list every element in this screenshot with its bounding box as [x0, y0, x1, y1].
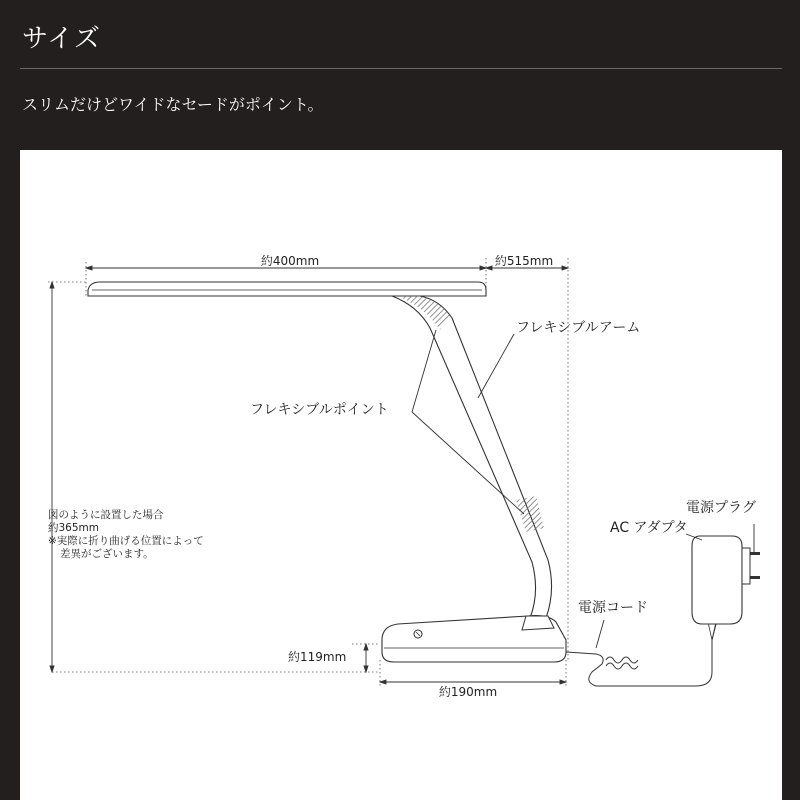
- height-note-line: 図のように設置した場合: [48, 509, 164, 521]
- ac-adapter: [692, 536, 760, 624]
- page-subtitle: スリムだけどワイドなセードがポイント。: [22, 95, 324, 114]
- power-cord: [566, 622, 716, 686]
- height-note-line: ※実際に折り曲げる位置によって: [48, 535, 204, 547]
- height-note-line: 差異がございます。: [60, 548, 154, 560]
- flex-arm-label: フレキシブルアーム: [516, 320, 641, 336]
- page-title: サイズ: [22, 24, 101, 54]
- base-width-label: 約190mm: [438, 685, 498, 699]
- lamp-base: [382, 616, 566, 662]
- height-note-line: 約365mm: [48, 522, 99, 534]
- height-note: [48, 508, 204, 560]
- lamp-shade: [88, 282, 486, 296]
- plug-label: 電源プラグ: [686, 500, 756, 516]
- flex-point-label: フレキシブルポイント: [250, 402, 389, 418]
- lamp-arm: [392, 296, 552, 618]
- cord-label: 電源コード: [578, 600, 648, 616]
- depth-label: 約515mm: [494, 254, 554, 268]
- base-height-label: 約119mm: [288, 650, 347, 664]
- width-label: 約400mm: [260, 254, 320, 268]
- adapter-label: AC アダプタ: [610, 520, 688, 536]
